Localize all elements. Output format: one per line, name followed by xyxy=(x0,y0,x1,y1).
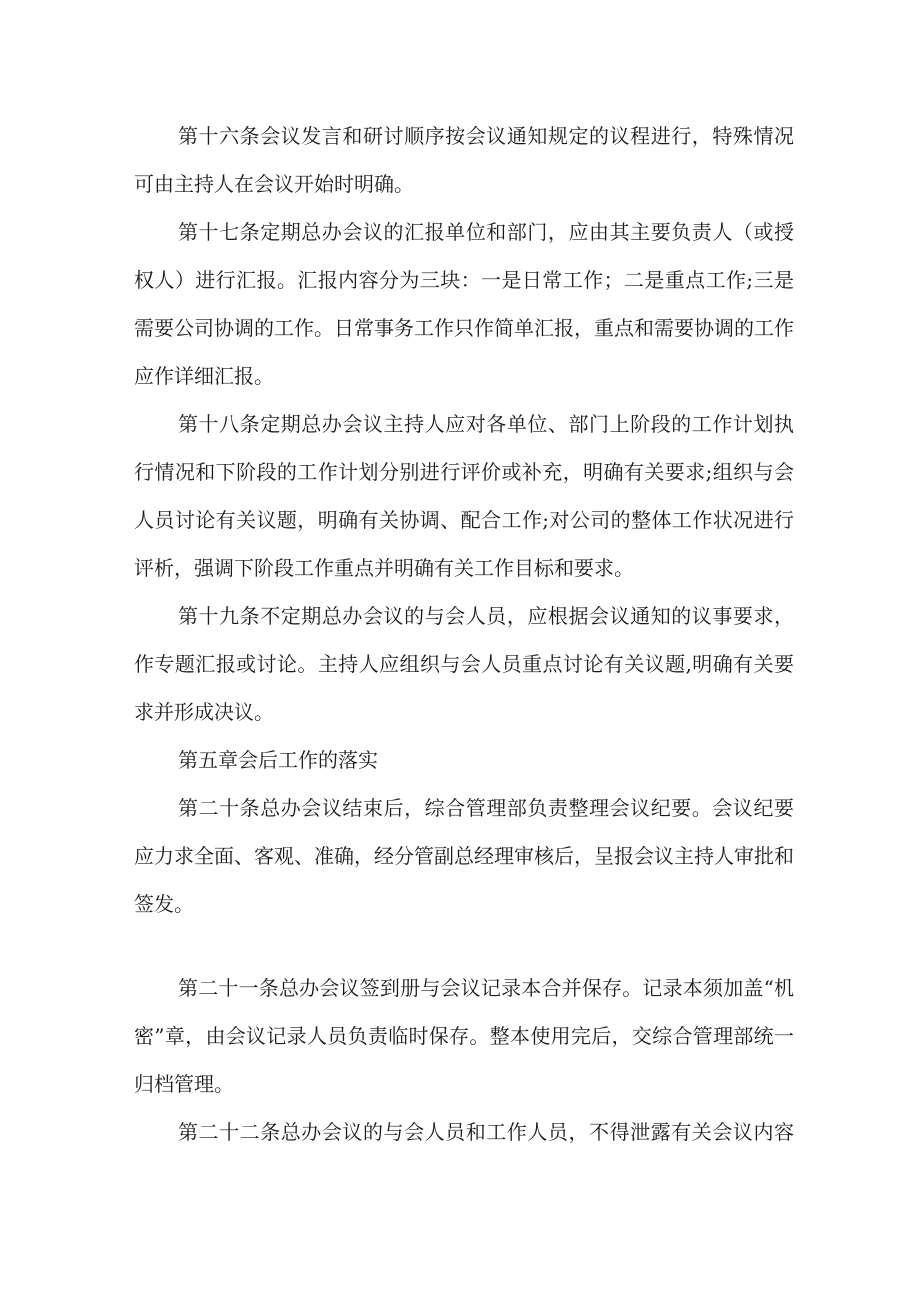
article-21-line-3: 归档管理。 xyxy=(134,1072,234,1096)
article-18-line-1: 第十八条定期总办会议主持人应对各单位、部门上阶段的工作计划执 xyxy=(178,412,794,436)
article-18-line-3: 人员讨论有关议题，明确有关协调、配合工作;对公司的整体工作状况进行 xyxy=(134,508,794,532)
article-19-line-2: 作专题汇报或讨论。主持人应组织与会人员重点讨论有关议题,明确有关要 xyxy=(134,652,794,676)
article-20-line-2: 应力求全面、客观、准确，经分管副总经理审核后，呈报会议主持人审批和 xyxy=(134,844,794,868)
article-20-line-3: 签发。 xyxy=(134,892,194,916)
article-17-line-1: 第十七条定期总办会议的汇报单位和部门，应由其主要负责人（或授 xyxy=(178,220,794,244)
article-21-line-1: 第二十一条总办会议签到册与会议记录本合并保存。记录本须加盖“机 xyxy=(178,976,794,1000)
article-20-line-1: 第二十条总办会议结束后，综合管理部负责整理会议纪要。会议纪要 xyxy=(178,796,794,820)
article-17-line-2: 权人）进行汇报。汇报内容分为三块：一是日常工作；二是重点工作;三是 xyxy=(134,268,794,292)
article-18-line-4: 评析，强调下阶段工作重点并明确有关工作目标和要求。 xyxy=(134,556,634,580)
article-19-line-3: 求并形成决议。 xyxy=(134,700,274,724)
article-19-line-1: 第十九条不定期总办会议的与会人员，应根据会议通知的议事要求， xyxy=(178,604,794,628)
article-18-line-2: 行情况和下阶段的工作计划分别进行评价或补充，明确有关要求;组织与会 xyxy=(134,460,794,484)
article-16-line-2: 可由主持人在会议开始时明确。 xyxy=(134,172,414,196)
article-17-line-4: 应作详细汇报。 xyxy=(134,364,274,388)
article-21-line-2: 密”章，由会议记录人员负责临时保存。整本使用完后，交综合管理部统一 xyxy=(134,1024,794,1048)
chapter-5-heading: 第五章会后工作的落实 xyxy=(178,748,378,772)
article-16-line-1: 第十六条会议发言和研讨顺序按会议通知规定的议程进行，特殊情况 xyxy=(178,124,794,148)
article-22-line-1: 第二十二条总办会议的与会人员和工作人员，不得泄露有关会议内容 xyxy=(178,1120,794,1144)
article-17-line-3: 需要公司协调的工作。日常事务工作只作简单汇报，重点和需要协调的工作 xyxy=(134,316,794,340)
